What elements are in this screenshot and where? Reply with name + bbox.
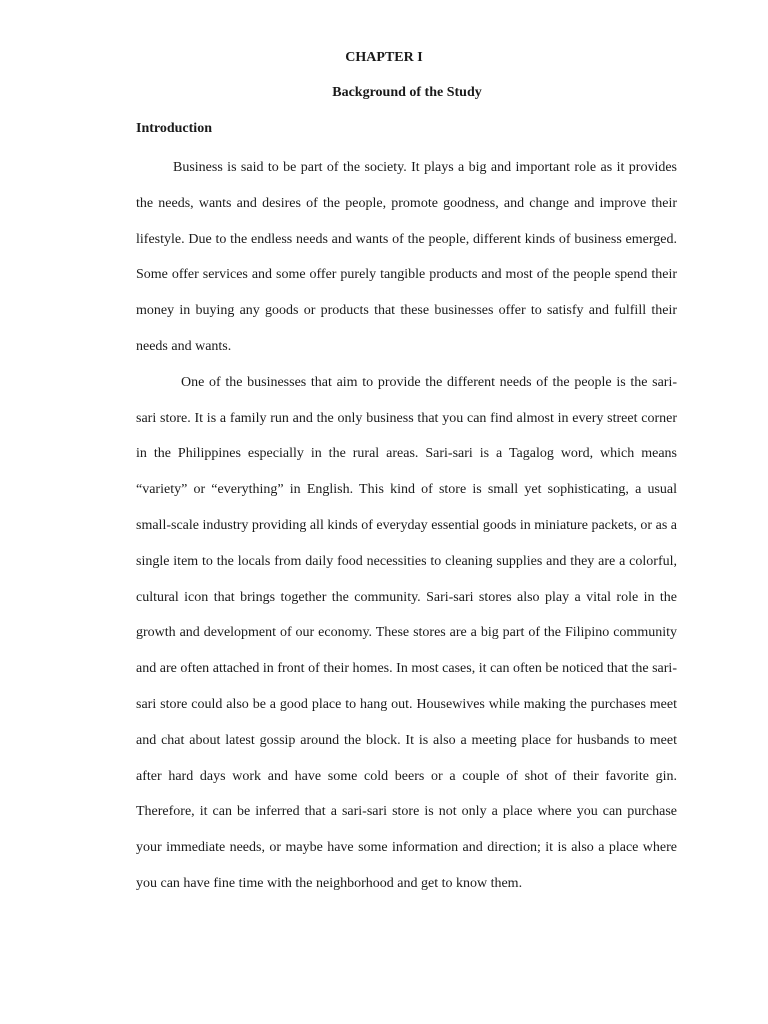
paragraph-sari-sari: One of the businesses that aim to provide the different needs of the people is the sari-sari store. It is a family run and the only business that you can find almost in every street corner in the Philippines especially in the rural areas. Sari-sari is a Tagalog word, which means “variety” or “everything” in English. This kind of store is small yet sophisticating, a usual small-scale industry providing all kinds of everyday essential goods in miniature packets, or as a single item to the locals from daily food necessities to cleaning supplies and they are a colorful, cultural icon that brings together the community. Sari-sari stores also play a vital role in the growth and development of our economy. These stores are a big part of the Filipino community and are often attached in front of their homes. In most cases, it can often be noticed that the sari-sari store could also be a good place to hang out. Housewives while making the purchases meet and chat about latest gossip around the block. It is also a meeting place for husbands to meet after hard days work and have some cold beers or a couple of shot of their favorite gin. Therefore, it can be inferred that a sari-sari store is not only a place where you can purchase your immediate needs, or maybe have some information and direction; it is also a place where you can have fine time with the neighborhood and get to know them. (136, 374, 677, 891)
chapter-title: CHAPTER I (345, 50, 423, 65)
introduction-heading: Introduction (136, 121, 212, 136)
body-text (136, 150, 677, 902)
paragraph-business: Business is said to be part of the society. It plays a big and important role as it provides the needs, wants and desires of the people, promote goodness, and change and improve their lifestyle. Due to the endless needs and wants of the people, different kinds of business emerged. Some offer services and some offer purely tangible products and most of the people spend their money in buying any goods or products that these businesses offer to satisfy and fulfill their needs and wants. (136, 160, 677, 354)
section-title: Background of the Study (332, 85, 482, 100)
